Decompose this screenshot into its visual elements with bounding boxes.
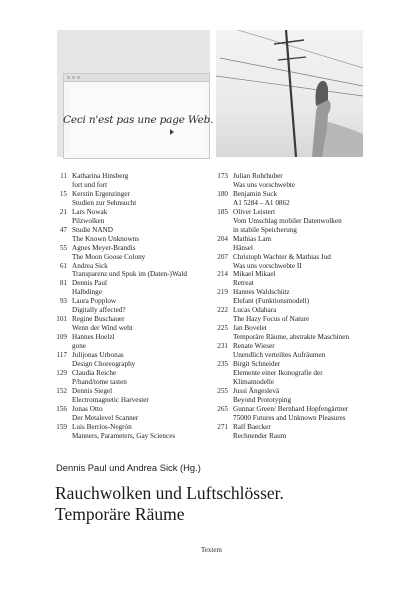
toc-page-number: 173	[217, 172, 228, 180]
toc-title: The Hazy Focus of Nature	[233, 315, 310, 324]
toc-entry[interactable]	[216, 288, 406, 306]
toc-entry[interactable]	[216, 324, 406, 342]
toc-page-number: 180	[217, 189, 228, 198]
window-button-icon	[72, 76, 75, 79]
toc-page-number: 271	[217, 422, 228, 431]
slogan: Ceci n'est pas une page Web.	[63, 114, 214, 126]
toc-page-number: 185	[217, 207, 228, 216]
book-title	[55, 483, 284, 524]
toc-title: Der Metalevel Scanner	[72, 413, 139, 422]
toc-page-number: 15	[59, 189, 67, 198]
toc-title: Transparenz und Spuk im (Daten-)Wald	[72, 270, 187, 279]
toc-entry[interactable]	[55, 333, 225, 351]
book-title-line-2: Temporäre Räume	[55, 503, 185, 524]
publisher: Textem	[201, 546, 222, 554]
toc-author: Julian Rohrhuber	[233, 172, 283, 180]
toc-entry[interactable]	[216, 172, 406, 190]
toc-author: Lucas Odahara	[233, 306, 277, 315]
toc-title: Digitally affected?	[72, 306, 126, 315]
editors: Dennis Paul und Andrea Sick (Hg.)	[56, 462, 201, 473]
toc-entry[interactable]	[216, 190, 406, 208]
toc-title: Electromagnetic Harvester	[72, 395, 149, 404]
toc-page-number: 204	[217, 234, 228, 243]
toc-author: Jussi Ängeslevä	[233, 386, 280, 395]
toc-author: Dennis Paul	[72, 279, 107, 288]
toc-title: Manners, Parameters, Gay Sciences	[72, 431, 176, 440]
toc-author: Benjamin Suck	[233, 189, 278, 198]
toc-title: Was uns vorschwebte	[233, 180, 296, 189]
toc-entry[interactable]	[55, 297, 225, 315]
toc-title: The Known Unknowns	[72, 234, 140, 243]
toc-title: Halbdinge	[72, 288, 102, 297]
toc-page-number: 55	[59, 243, 67, 252]
toc-author: Jonas Otto	[72, 404, 103, 413]
toc-author: Mathias Lam	[233, 234, 272, 243]
toc-page-number: 109	[56, 333, 67, 342]
toc-entry[interactable]	[216, 360, 406, 387]
toc-title-continued: in stabile Speicherung	[233, 225, 297, 234]
toc-title: Was uns vorschwebte II	[233, 261, 302, 270]
toc-entry[interactable]	[216, 253, 406, 271]
power-line-pole-icon	[216, 30, 363, 157]
toc-title: Rechnender Raum	[233, 431, 287, 440]
toc-author: Laura Popplow	[72, 297, 117, 306]
toc-author: Ralf Baecker	[233, 422, 271, 431]
toc-left-column	[55, 172, 225, 441]
photo-power-line	[216, 30, 363, 157]
toc-entry[interactable]	[216, 235, 406, 253]
toc-page-number: 21	[59, 207, 67, 216]
toc-entry[interactable]	[216, 270, 406, 288]
toc-author: Christoph Wachter & Mathias Jud	[233, 252, 331, 261]
toc-author: Gunnar Green/ Bernhard Hopfengärtner	[233, 404, 349, 413]
toc-author: Hannes Waldschütz	[233, 288, 290, 297]
toc-page-number: 101	[56, 315, 67, 324]
toc-page-number: 225	[217, 324, 228, 333]
toc-author: Renate Wieser	[233, 342, 275, 351]
toc-title: Elemente einer Ikonografie der	[233, 368, 323, 377]
window-button-icon	[77, 76, 80, 79]
toc-title: Temporäre Räume, abstrakte Maschinen	[233, 333, 350, 342]
toc-page-number: 129	[56, 368, 67, 377]
toc-author: Luis Berríos-Negrón	[72, 422, 132, 431]
toc-entry[interactable]	[55, 315, 225, 333]
toc-page-number: 159	[56, 422, 67, 431]
toc-page-number: 61	[59, 261, 67, 270]
book-title-line-1: Rauchwolken und Luftschlösser.	[55, 483, 284, 503]
toc-title: Beyond Prototyping	[233, 395, 292, 404]
toc-entry[interactable]	[55, 244, 225, 262]
toc-page-number: 81	[59, 279, 67, 288]
toc-entry[interactable]	[216, 423, 406, 441]
toc-title: Wenn der Wind weht	[72, 324, 133, 333]
toc-author: Hannes Hoelzl	[72, 333, 115, 342]
cursor-icon	[170, 129, 174, 135]
toc-author: Julijonas Urbonas	[72, 351, 124, 360]
toc-author: Andrea Sick	[72, 261, 108, 270]
toc-title: fort und fort	[72, 180, 108, 189]
toc-entry[interactable]	[55, 172, 225, 190]
toc-page-number: 265	[217, 404, 228, 413]
toc-entry[interactable]	[55, 190, 225, 208]
toc-page-number: 47	[59, 225, 67, 234]
toc-title: Unendlich verteiltes Aufräumen	[233, 351, 326, 360]
toc-entry[interactable]	[55, 405, 225, 423]
toc-entry[interactable]	[216, 387, 406, 405]
toc-page-number: 214	[217, 270, 228, 279]
toc-title: Elefant (Funktionsmodell)	[233, 297, 310, 306]
window-button-icon	[67, 76, 70, 79]
toc-page-number: 152	[56, 386, 67, 395]
browser-titlebar	[64, 74, 209, 82]
toc-entry[interactable]	[216, 208, 406, 235]
toc-title: Studien zur Sehnsucht	[72, 198, 137, 207]
toc-entry[interactable]	[55, 369, 225, 387]
toc-title: Vom Umschlag mobiler Datenwolken	[233, 216, 342, 225]
toc-author: Claudia Reiche	[72, 368, 117, 377]
toc-title: Design Choreography	[72, 360, 136, 369]
toc-right-column	[216, 172, 406, 441]
toc-author: Birgit Schneider	[233, 360, 281, 369]
toc-page-number: 156	[56, 404, 67, 413]
toc-entry[interactable]	[55, 387, 225, 405]
toc-entry[interactable]	[55, 262, 225, 280]
toc-page-number: 207	[217, 252, 228, 261]
toc-title: gone	[72, 342, 86, 351]
toc-author: Studie NAND	[72, 225, 113, 234]
toc-author: Oliver Leistert	[233, 207, 276, 216]
toc-entry[interactable]	[55, 226, 225, 244]
toc-title: The Moon Goose Colony	[72, 252, 146, 261]
toc-entry[interactable]	[216, 405, 406, 423]
toc-entry[interactable]	[55, 208, 225, 226]
toc-author: Jan Bovelet	[233, 324, 267, 333]
toc-author: Regine Buschauer	[72, 315, 125, 324]
toc-page-number: 11	[60, 172, 67, 180]
toc-page-number: 235	[217, 360, 228, 369]
toc-page-number: 222	[217, 306, 228, 315]
toc-page-number: 219	[217, 288, 228, 297]
toc-title: Hänsel	[233, 243, 253, 252]
toc-page-number: 117	[56, 351, 67, 360]
toc-title: 75000 Futures and Unknown Pleasures	[233, 413, 346, 422]
toc-entry[interactable]	[55, 423, 225, 441]
toc-author: Mikael Mikael	[233, 270, 276, 279]
toc-author: Dennis Siegel	[72, 386, 113, 395]
toc-title: A1 5284 – A1 0862	[233, 198, 290, 207]
toc-title: Retreat	[233, 279, 254, 288]
toc-title: Pilzwolken	[72, 216, 105, 225]
toc-page-number: 255	[217, 386, 228, 395]
toc-author: Kerstin Ergenzinger	[72, 189, 130, 198]
toc-entry[interactable]	[216, 342, 406, 360]
toc-entry[interactable]	[55, 351, 225, 369]
toc-page-number: 93	[59, 297, 67, 306]
toc-entry[interactable]	[55, 279, 225, 297]
toc-page-number: 231	[217, 342, 228, 351]
toc-title: P/hand/tome tasten	[72, 377, 127, 386]
toc-entry[interactable]	[216, 306, 406, 324]
toc-author: Lars Nowak	[72, 207, 108, 216]
toc-author: Katharina Hinsberg	[72, 172, 129, 180]
toc-author: Agnes Meyer-Brandis	[72, 243, 136, 252]
browser-image	[57, 30, 214, 157]
toc-title-continued: Klimamodelle	[233, 377, 275, 386]
